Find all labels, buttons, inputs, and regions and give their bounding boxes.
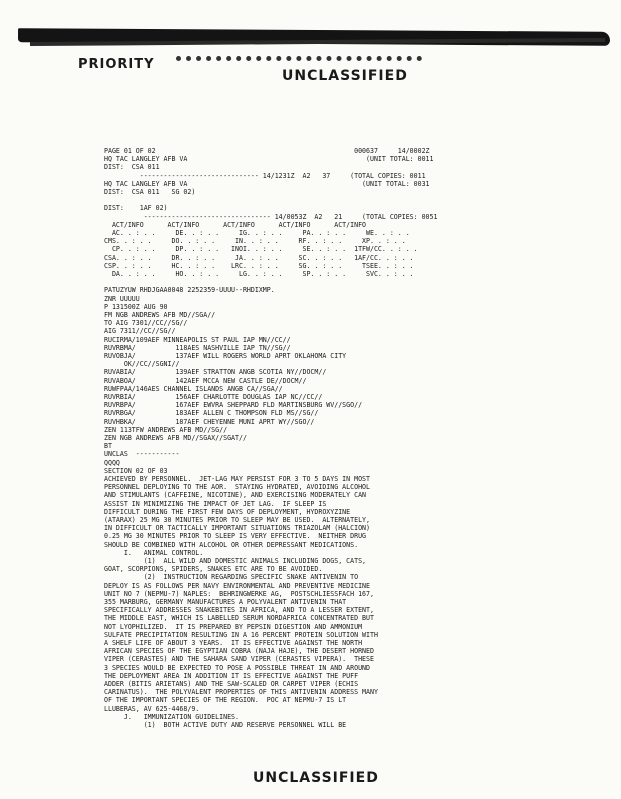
message-line: PATUZYUW RHDJGAA0048 2252359-UUUU--RHDIXMP.: [104, 286, 275, 295]
message-line: UNCLAS -----------: [104, 450, 180, 459]
message-line: NOT LYOPHILIZED. IT IS PREPARED BY PEPSIN DIGESTION AND AMMONIUM: [104, 622, 363, 631]
message-line: 3 SPECIES WOULD BE EXPECTED TO POSE A POSSIBLE THREAT IN AND AROUND: [104, 663, 370, 672]
message-line: RUVHBKA/ 187AEF CHEYENNE MUNI APRT WY//SGO//: [104, 417, 315, 426]
message-line: AC. . : . . DE. . : . . IG. . : . . PA. . : . . WE. . : . .: [104, 229, 410, 237]
message-line: 0.25 MG 30 MINUTES PRIOR TO SLEEP IS VERY EFFECTIVE. NEITHER DRUG: [104, 532, 367, 541]
message-line: CARINATUS). THE POLYVALENT PROPERTIES OF THIS ANTIVENIN ADDRESS MANY: [104, 688, 378, 697]
message-line: CMS. . : . . DO. . : . . IN. . : . . RF. . : . . XP. . : . .: [104, 237, 406, 246]
message-line: (ATARAX) 25 MG 30 MINUTES PRIOR TO SLEEP MAY BE USED. ALTERNATELY,: [104, 516, 370, 524]
message-line: RUVABIA/ 139AEF STRATTON ANGB SCOTIA NY//DOCM//: [104, 368, 327, 377]
message-line: AFRICAN SPECIES OF THE EGYPTIAN COBRA (NAJA HAJE), THE DESERT HORNED: [104, 647, 374, 656]
classification-bottom: UNCLASSIFIED: [253, 770, 379, 786]
message-line: AND STIMULANTS (CAFFEINE, NICOTINE), AND EXERCISING MODERATELY CAN: [104, 491, 367, 500]
message-line: HQ TAC LANGLEY AFB VA (UNIT TOTAL: 0011: [104, 155, 434, 164]
message-line: IN DIFFICULT OR TACTICALLY IMPORTANT SITUATIONS TRIAZOLAM (HALCION): [104, 524, 370, 533]
message-line: SULFATE PRECIPITATION RESULTING IN A 16 PERCENT PROTEIN SOLUTION WITH: [104, 630, 378, 639]
message-line: CSA. . : . . DR. . : . . JA. . : . . SC. . : . . 1AF/CC. . : . .: [104, 253, 414, 262]
message-line: GOAT, SCORPIONS, SPIDERS, SNAKES ETC ARE TO BE AVOIDED.: [104, 565, 323, 574]
message-line: RUVABOA/ 142AEF MCCA NEW CASTLE DE//DOCM//: [104, 376, 307, 385]
message-line: (1) ALL WILD AND DOMESTIC ANIMALS INCLUDING DOGS, CATS,: [104, 557, 367, 565]
message-line: A SHELF LIFE OF ABOUT 3 YEARS. IT IS EFFECTIVE AGAINST THE NORTH: [104, 639, 363, 647]
message-line: PERSONNEL DEPLOYING TO THE AOR. STAYING HYDRATED, AVOIDING ALCOHOL: [104, 483, 370, 492]
message-line: BT: [104, 442, 112, 451]
message-line: DIFFICULT DURING THE FIRST FEW DAYS OF DEPLOYMENT, HYDROXYZINE: [104, 507, 351, 516]
message-line: (2) INSTRUCTION REGARDING SPECIFIC SNAKE ANTIVENIN TO: [104, 573, 359, 582]
message-line: ZNR UUUUU: [104, 294, 140, 303]
message-line: THE DEPLOYMENT AREA IN ADDITION IT IS EFFECTIVE AGAINST THE PUFF: [104, 671, 359, 680]
message-line: FM NGB ANDREWS AFB MD//SGA//: [104, 311, 216, 319]
message-line: TO AIG 7301//CC//SG//: [104, 319, 188, 328]
message-line: PAGE 01 OF 02 000637 14/0002Z: [104, 147, 430, 155]
message-line: DIST: 1AF 02): [104, 204, 168, 213]
message-line: DA. . : . . HO. . : . . LG. . : . . SP. . : . . SVC. . : . .: [104, 270, 414, 278]
message-line: RUCIRMA/109AEF MINNEAPOLIS ST PAUL IAP MN//CC//: [104, 335, 291, 344]
message-line: OF THE IMPORTANT SPECIES OF THE REGION. POC AT NEPMU-7 IS LT: [104, 696, 347, 705]
message-line: ZEN NGB ANDREWS AFB MD//SGAX//SGAT//: [104, 434, 247, 442]
message-line: J. IMMUNIZATION GUIDELINES.: [104, 712, 239, 721]
message-line: ASSIST IN MINIMIZING THE IMPACT OF JET LAG. IF SLEEP IS: [104, 499, 327, 508]
message-line: THE MIDDLE EAST, WHICH IS LABELLED SERUM NORDAFRICA CONCENTRATED BUT: [104, 614, 374, 623]
message-line: CSP. . : . . HC. . : . . LRC. . : . . SG. . : . . TSEE. . : . .: [104, 261, 414, 270]
message-line: VIPER (CERASTES) AND THE SAHARA SAND VIPER (CERASTES VIPERA). THESE: [104, 655, 374, 664]
message-line: QQQQ: [104, 458, 120, 467]
message-line: RUVRBIA/ 156AEF CHARLOTTE DOUGLAS IAP NC//CC//: [104, 393, 323, 401]
message-line: UNIT NO 7 (NEPMU-7) NAPLES: BEHRINGWERKE AG, POSTSCHLIESSFACH 167,: [104, 589, 374, 598]
priority-label: PRIORITY: [78, 57, 155, 72]
message-line: P 131500Z AUG 90: [104, 302, 168, 311]
message-line: DEPLOY IS AS FOLLOWS PER NAVY ENVIRONMENTAL AND PREVENTIVE MEDICINE: [104, 581, 370, 590]
message-line: -------------------------------- 14/0053Z A2 21 (TOTAL COPIES: 0051: [104, 212, 438, 221]
message-line: 355 MARBURG, GERMANY MANUFACTURES A POLYVALENT ANTIVENIN THAT: [104, 598, 347, 606]
message-line: OK//CC//SGNI//: [104, 360, 180, 369]
message-line: I. ANIMAL CONTROL.: [104, 548, 204, 557]
message-line: ACT/INFO ACT/INFO ACT/INFO ACT/INFO ACT/INFO: [104, 220, 367, 229]
message-line: RUVRBGA/ 183AEF ALLEN C THOMPSON FLD MS//SG//: [104, 409, 319, 418]
message-line: RUVRBPA/ 167AEF EWVRA SHEPPARD FLD MARTINSBURG WV//SGO//: [104, 401, 363, 410]
message-line: SHOULD BE COMBINED WITH ALCOHOL OR OTHER DEPRESSANT MEDICATIONS.: [104, 540, 359, 549]
message-line: RUWFPAA/146AES CHANNEL ISLANDS ANGB CA//SGA//: [104, 384, 283, 393]
dotted-rule: [176, 56, 422, 67]
message-line: CP. . : . . DP. . : . . INOI. . : . . SE. . : . . 1TFW/CC. . : . .: [104, 245, 418, 254]
message-line: RUVOBJA/ 137AEF WILL ROGERS WORLD APRT OKLAHOMA CITY: [104, 352, 347, 360]
message-line: LLUBERAS, AV 625-4468/9.: [104, 704, 200, 713]
classification-top: UNCLASSIFIED: [282, 68, 408, 84]
message-line: RUVRBMA/ 118AES NASHVILLE IAP TN//SG//: [104, 343, 291, 352]
message-line: HQ TAC LANGLEY AFB VA (UNIT TOTAL: 0031: [104, 179, 430, 188]
message-line: (1) BOTH ACTIVE DUTY AND RESERVE PERSONNEL WILL BE: [104, 721, 347, 729]
message-line: ACHIEVED BY PERSONNEL. JET-LAG MAY PERSIST FOR 3 TO 5 DAYS IN MOST: [104, 475, 370, 483]
message-line: SECTION 02 OF 03: [104, 466, 168, 475]
message-line: DIST: CSA 011: [104, 163, 160, 172]
message-line: ------------------------------ 14/1231Z A2 37 (TOTAL COPIES: 0011: [104, 171, 426, 180]
message-line: AIG 7311//CC//SG//: [104, 327, 176, 336]
message-line: ZEN 113TFW ANDREWS AFB MD//SG//: [104, 425, 228, 434]
message-line: DIST: CSA 011 SG 02): [104, 188, 196, 196]
message-line: ADDER (BITIS ARIETANS) AND THE SAW-SCALED OR CARPET VIPER (ECHIS: [104, 680, 359, 688]
message-line: SPECIFICALLY ADDRESSES SNAKEBITES IN AFRICA, AND TO A LESSER EXTENT,: [104, 606, 374, 615]
